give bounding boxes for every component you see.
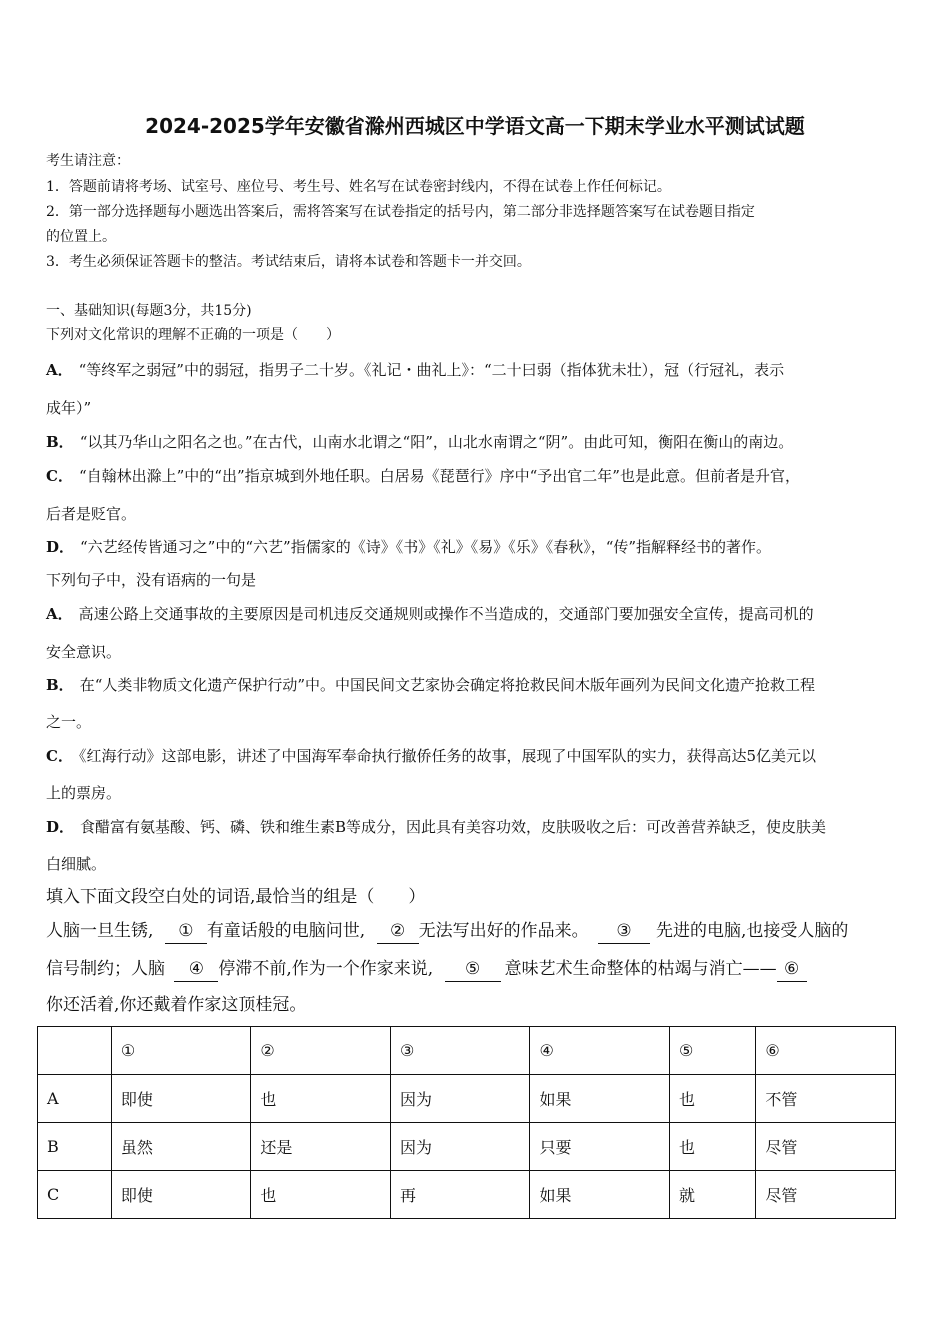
passage-text: 意味艺术生命整体的枯竭与消亡—— — [504, 959, 777, 979]
table-cell: A — [38, 1075, 112, 1123]
passage-text: 停滞不前,作为一个作家来说, — [218, 959, 434, 979]
option-label: C． — [46, 747, 73, 765]
notice-item-2-cont: 的位置上。 — [46, 229, 116, 245]
table-cell: ③ — [390, 1027, 530, 1075]
q1-option-a-cont: 成年）” — [46, 399, 92, 417]
table-cell: ① — [111, 1027, 251, 1075]
option-text: “六艺经传皆通习之”中的“六艺”指儒家的《诗》《书》《礼》《易》《乐》《春秋》，“传”指解释经书的著作。 — [80, 538, 772, 556]
option-text: 高速公路上交通事故的主要原因是司机违反交通规则或操作不当造成的，交通部门要加强安全宣传，提高司机的 — [78, 605, 814, 623]
table-row — [38, 1171, 896, 1219]
table-cell: 虽然 — [111, 1123, 251, 1171]
option-label: B． — [46, 433, 74, 451]
table-cell: ② — [251, 1027, 391, 1075]
q2-option-a — [46, 603, 814, 625]
table-cell: ④ — [530, 1027, 670, 1075]
option-label: D． — [46, 538, 75, 556]
q1-option-c-cont: 后者是贬官。 — [46, 505, 137, 523]
table-cell: ⑥ — [756, 1027, 896, 1075]
q3-passage-line-1 — [46, 919, 848, 944]
table-cell: 即使 — [111, 1075, 251, 1123]
q1-option-a — [46, 359, 784, 381]
option-text: 《红海行动》这部电影，讲述了中国海军奉命执行撤侨任务的故事，展现了中国军队的实力，获得高达5亿美元以 — [78, 747, 817, 765]
passage-text: 信号制约；人脑 — [46, 959, 165, 979]
q3-passage-line-3: 你还活着,你还戴着作家这顶桂冠。 — [46, 995, 307, 1015]
q2-option-a-cont: 安全意识。 — [46, 643, 122, 661]
q2-option-d — [46, 816, 826, 838]
option-text: “自翰林出滁上”中的“出”指京城到外地任职。白居易《琵琶行》序中“予出官二年”也是此意。但前者是升官， — [78, 467, 800, 485]
table-cell: 如果 — [530, 1075, 670, 1123]
table-cell: 也 — [670, 1075, 756, 1123]
blank-3: ③ — [598, 919, 650, 944]
option-text: 在“人类非物质文化遗产保护行动”中。中国民间文艺家协会确定将抢救民间木版年画列为民间文化遗产抢救工程 — [79, 676, 816, 694]
option-label: A． — [46, 605, 73, 623]
table-cell: 如果 — [530, 1171, 670, 1219]
option-label: B． — [46, 676, 74, 694]
table-row — [38, 1123, 896, 1171]
q3-stem: 填入下面文段空白处的词语,最恰当的组是（ ） — [46, 887, 426, 907]
q1-option-c — [46, 465, 800, 487]
table-cell: B — [38, 1123, 112, 1171]
table-cell: ⑤ — [670, 1027, 756, 1075]
q2-stem: 下列句子中，没有语病的一句是 — [46, 571, 257, 589]
table-cell: 也 — [670, 1123, 756, 1171]
table-cell: 再 — [390, 1171, 530, 1219]
table-cell: 也 — [251, 1171, 391, 1219]
q1-option-b — [46, 431, 793, 453]
passage-text: 人脑一旦生锈, — [46, 921, 154, 941]
option-label: D． — [46, 818, 75, 836]
q1-stem: 下列对文化常识的理解不正确的一项是（ ） — [46, 327, 340, 343]
q2-option-b — [46, 674, 815, 696]
table-cell: 还是 — [251, 1123, 391, 1171]
q2-option-c — [46, 745, 816, 767]
q1-option-d — [46, 536, 771, 558]
page-title: 2024-2025学年安徽省滁州西城区中学语文高一下期末学业水平测试试题 — [145, 114, 805, 138]
table-cell: 就 — [670, 1171, 756, 1219]
table-cell: 即使 — [111, 1171, 251, 1219]
table-cell: C — [38, 1171, 112, 1219]
blank-5: ⑤ — [445, 957, 501, 982]
notice-item-2: 2．第一部分选择题每小题选出答案后，需将答案写在试卷指定的括号内，第二部分非选择题答案写在试卷题目指定 — [46, 204, 755, 220]
option-text: 食醋富有氨基酸、钙、磷、铁和维生素B等成分，因此具有美容功效，皮肤吸收之后：可改善营养缺乏，使皮肤美 — [80, 818, 827, 836]
notice-heading: 考生请注意： — [46, 153, 130, 169]
blank-6: ⑥ — [777, 957, 807, 982]
table-cell: 尽管 — [756, 1123, 896, 1171]
option-label: C． — [46, 467, 73, 485]
notice-item-1: 1．答题前请将考场、试室号、座位号、考生号、姓名写在试卷密封线内，不得在试卷上作任何标记。 — [46, 179, 671, 195]
q3-passage-line-2 — [46, 957, 807, 982]
table-cell: 只要 — [530, 1123, 670, 1171]
table-cell — [38, 1027, 112, 1075]
table-header-row — [38, 1027, 896, 1075]
table-cell: 因为 — [390, 1123, 530, 1171]
answer-options-table — [37, 1026, 896, 1219]
option-text: “等终军之弱冠”中的弱冠，指男子二十岁。《礼记・曲礼上》：“二十曰弱（指体犹未壮），冠（行冠礼，表示 — [78, 361, 785, 379]
table-cell: 也 — [251, 1075, 391, 1123]
passage-text: 先进的电脑,也接受人脑的 — [656, 921, 849, 941]
section-heading: 一、基础知识(每题3分，共15分) — [46, 303, 252, 319]
passage-text: 无法写出好的作品来。 — [418, 921, 589, 941]
blank-2: ② — [377, 919, 419, 944]
option-text: “以其乃华山之阳名之也。”在古代，山南水北谓之“阳”，山北水南谓之“阴”。由此可知，衡阳在衡山的南边。 — [79, 433, 794, 451]
notice-item-3: 3．考生必须保证答题卡的整洁。考试结束后，请将本试卷和答题卡一并交回。 — [46, 254, 531, 270]
table-cell: 不管 — [756, 1075, 896, 1123]
blank-1: ① — [165, 919, 207, 944]
table-cell: 因为 — [390, 1075, 530, 1123]
table-cell: 尽管 — [756, 1171, 896, 1219]
blank-4: ④ — [174, 957, 218, 982]
q2-option-c-cont: 上的票房。 — [46, 784, 122, 802]
table-row — [38, 1075, 896, 1123]
q2-option-d-cont: 白细腻。 — [46, 855, 107, 873]
passage-text: 有童话般的电脑问世, — [206, 921, 366, 941]
option-label: A． — [46, 361, 73, 379]
q2-option-b-cont: 之一。 — [46, 713, 92, 731]
